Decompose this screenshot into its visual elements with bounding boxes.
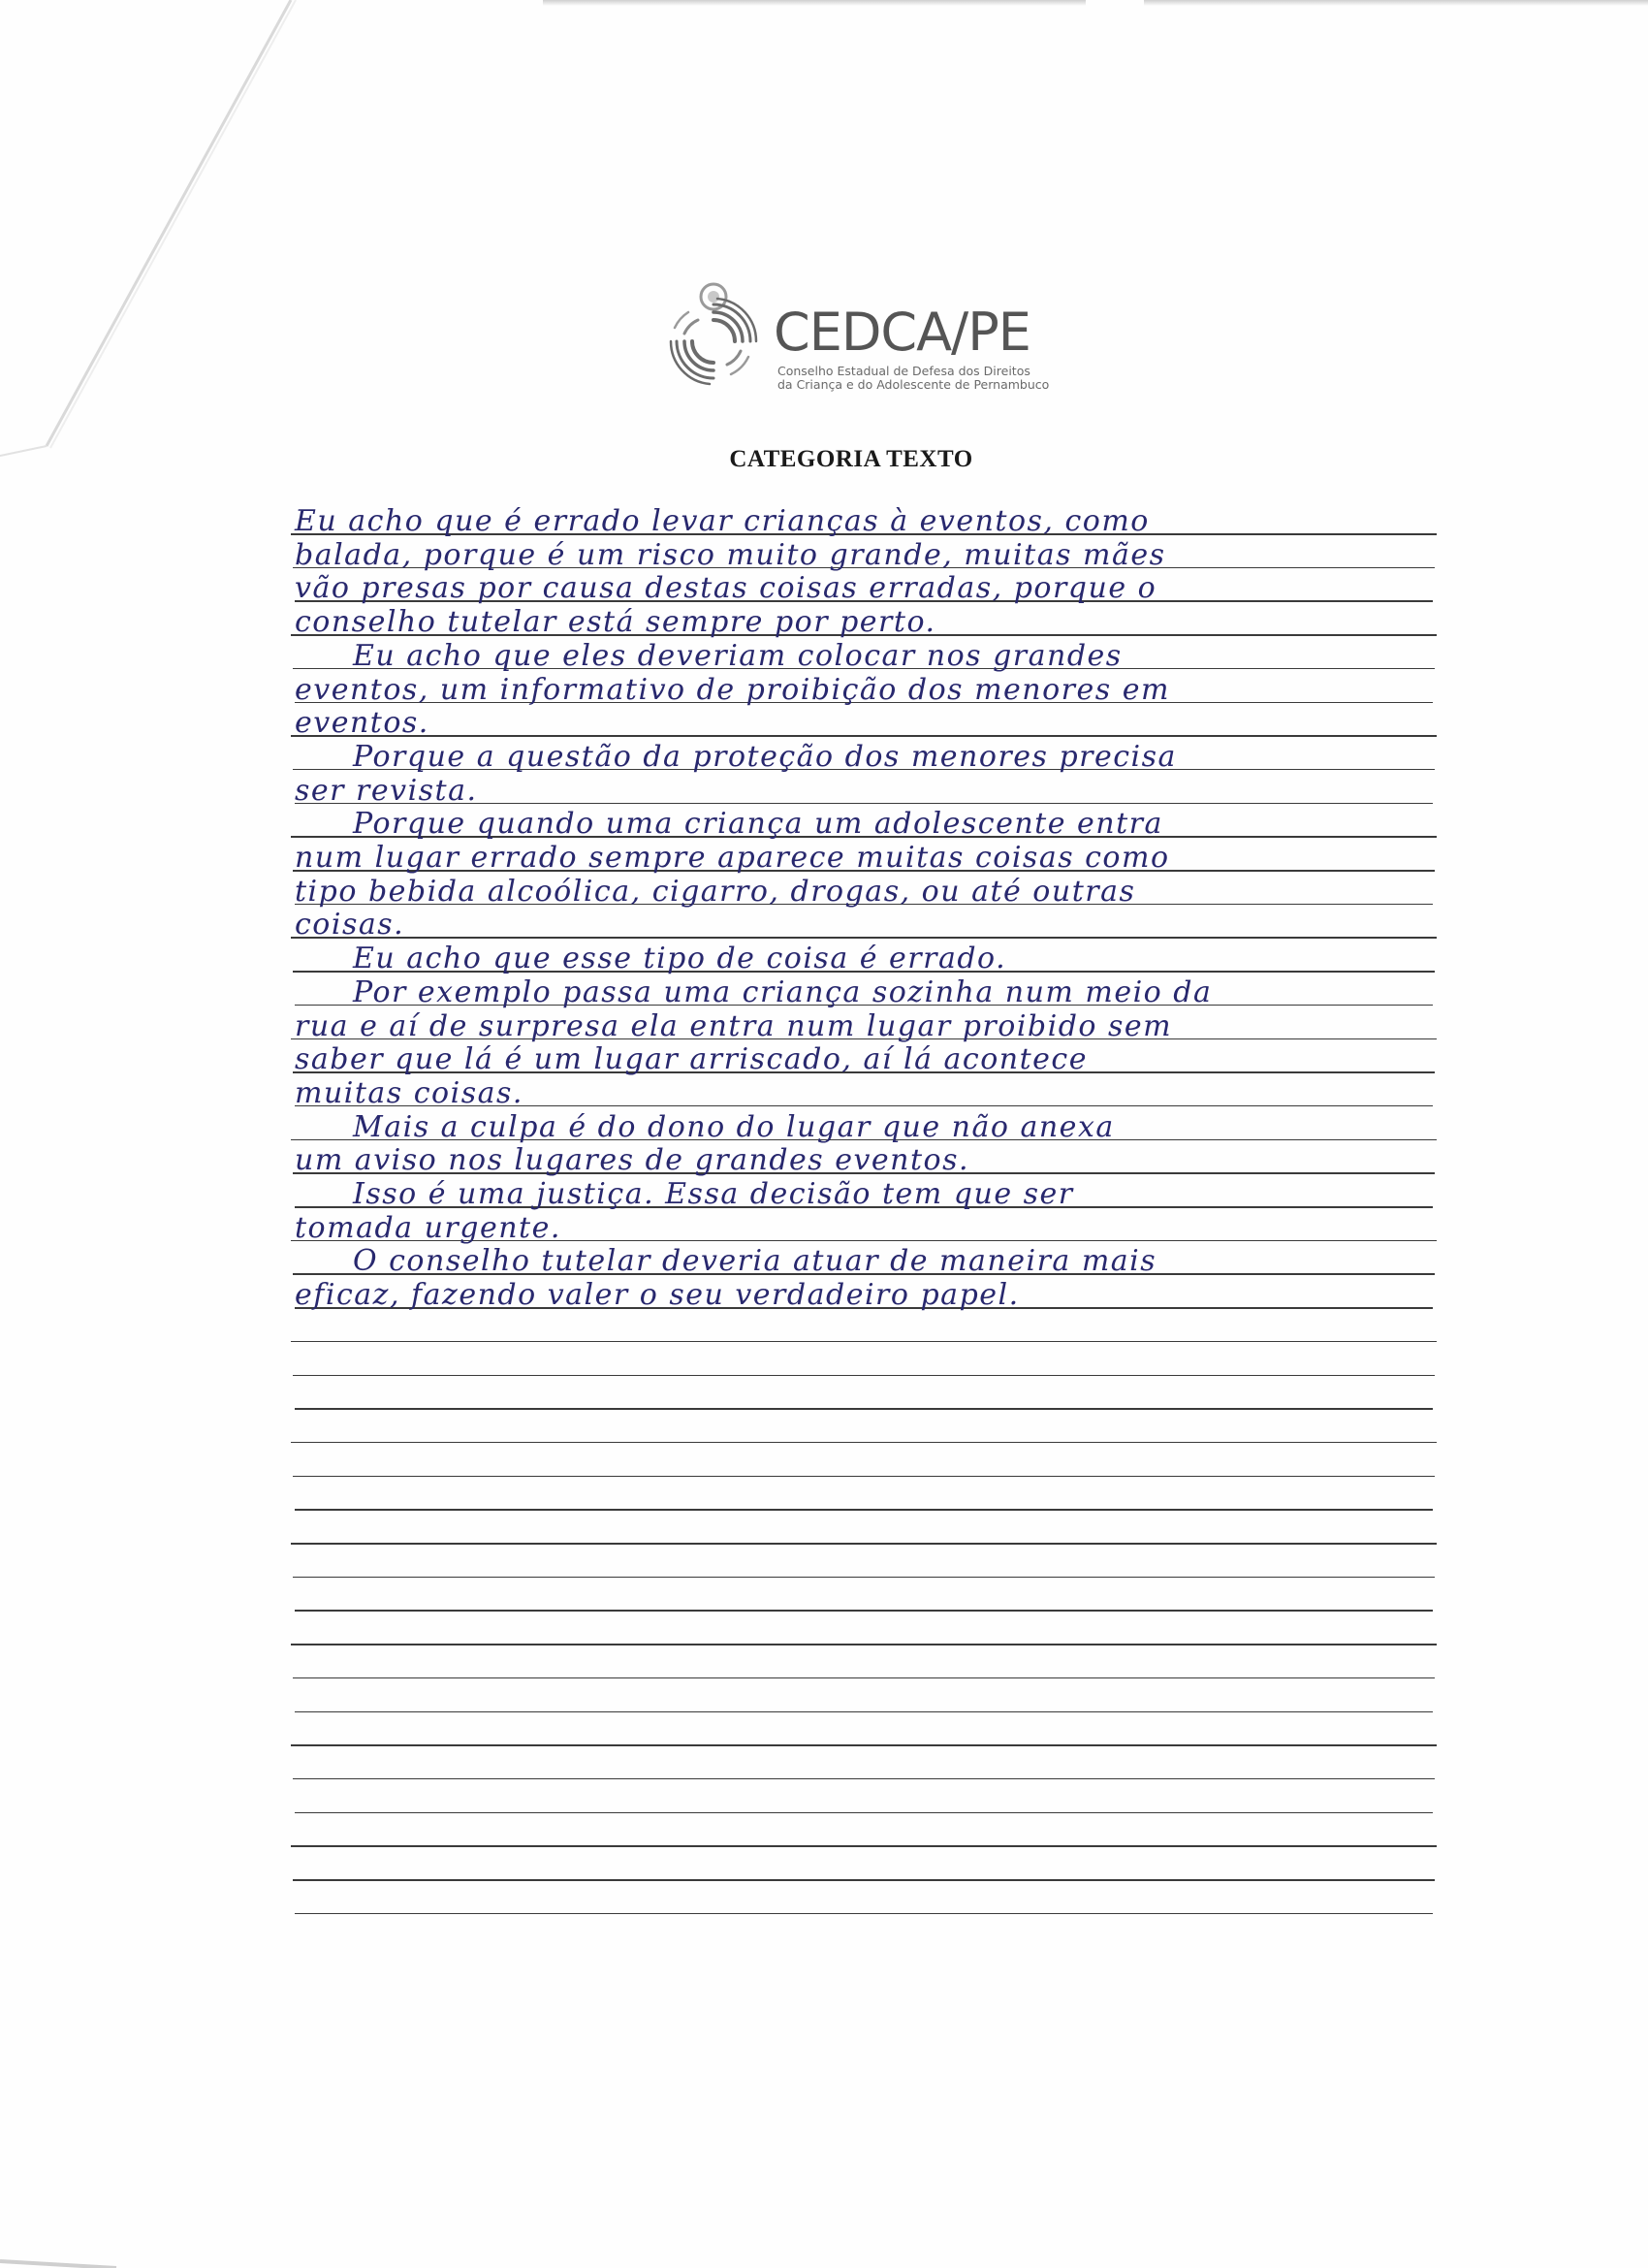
logo-subtitle-line1: Conselho Estadual de Defesa dos Direitos <box>777 364 1030 378</box>
ruled-line <box>295 1408 1433 1410</box>
ruled-line <box>293 1677 1435 1679</box>
handwritten-line: eventos, um informativo de proibição dos menores em <box>295 672 1170 707</box>
ruled-line <box>291 1341 1437 1343</box>
ruled-line <box>291 1543 1437 1545</box>
handwritten-line: Mais a culpa é do dono do lugar que não anexa <box>353 1109 1115 1144</box>
ruled-line <box>295 1812 1433 1814</box>
category-title: CATEGORIA TEXTO <box>729 446 973 472</box>
logo-subtitle-line2: da Criança e do Adolescente de Pernambuco <box>777 377 1050 392</box>
handwritten-line: eficaz, fazendo valer o seu verdadeiro papel. <box>295 1278 1020 1313</box>
handwritten-line: vão presas por causa destas coisas erradas, porque o <box>295 571 1157 606</box>
handwritten-line: O conselho tutelar deveria atuar de maneira mais <box>353 1244 1157 1279</box>
handwritten-line: Isso é uma justiça. Essa decisão tem que ser <box>353 1177 1074 1211</box>
ruled-line <box>295 1610 1433 1612</box>
cedca-arcs-logo-icon <box>659 281 764 396</box>
ruled-line <box>293 1476 1435 1478</box>
ruled-line <box>291 735 1437 737</box>
handwritten-line: rua e aí de surpresa ela entra num lugar proibido sem <box>295 1008 1173 1043</box>
handwritten-line: Porque quando uma criança um adolescente entra <box>353 807 1163 842</box>
handwritten-line: Porque a questão da proteção dos menores precisa <box>353 739 1177 774</box>
ruled-line <box>291 1644 1437 1645</box>
ruled-line <box>293 1879 1435 1881</box>
handwritten-line: muitas coisas. <box>295 1075 523 1110</box>
handwritten-line: coisas. <box>295 908 405 942</box>
ruled-line <box>295 1711 1433 1713</box>
logo-title: CEDCA/PE <box>774 302 1030 363</box>
ruled-writing-area <box>291 504 1439 1943</box>
handwritten-line: Eu acho que esse tipo de coisa é errado. <box>353 942 1007 976</box>
handwritten-line: Eu acho que é errado levar crianças à eventos, como <box>295 504 1150 538</box>
ruled-line <box>293 1375 1435 1377</box>
handwritten-line: num lugar errado sempre aparece muitas coisas como <box>295 841 1170 875</box>
ruled-line <box>293 1778 1435 1780</box>
handwritten-line: um aviso nos lugares de grandes eventos. <box>295 1143 970 1178</box>
handwritten-line: saber que lá é um lugar arriscado, aí lá acontece <box>295 1042 1088 1077</box>
handwritten-line: tomada urgente. <box>295 1210 561 1245</box>
handwritten-line: balada, porque é um risco muito grande, muitas mães <box>295 537 1166 572</box>
letterhead <box>659 281 1066 407</box>
ruled-line <box>291 1845 1437 1847</box>
handwritten-line: conselho tutelar está sempre por perto. <box>295 605 936 640</box>
handwritten-line: ser revista. <box>295 773 478 808</box>
ruled-line <box>291 1744 1437 1746</box>
ruled-line <box>291 937 1437 939</box>
scanner-top-shadow <box>543 0 1086 6</box>
ruled-line <box>293 1577 1435 1579</box>
handwritten-line: Eu acho que eles deveriam colocar nos grandes <box>353 638 1123 673</box>
ruled-line <box>295 1509 1433 1511</box>
ruled-line <box>291 1442 1437 1444</box>
handwritten-line: Por exemplo passa uma criança sozinha num meio da <box>353 974 1213 1009</box>
handwritten-line: eventos. <box>295 706 429 741</box>
handwritten-line: tipo bebida alcoólica, cigarro, drogas, ou até outras <box>295 874 1136 909</box>
ruled-line <box>295 1913 1433 1915</box>
scanner-top-shadow-right <box>1144 0 1648 6</box>
